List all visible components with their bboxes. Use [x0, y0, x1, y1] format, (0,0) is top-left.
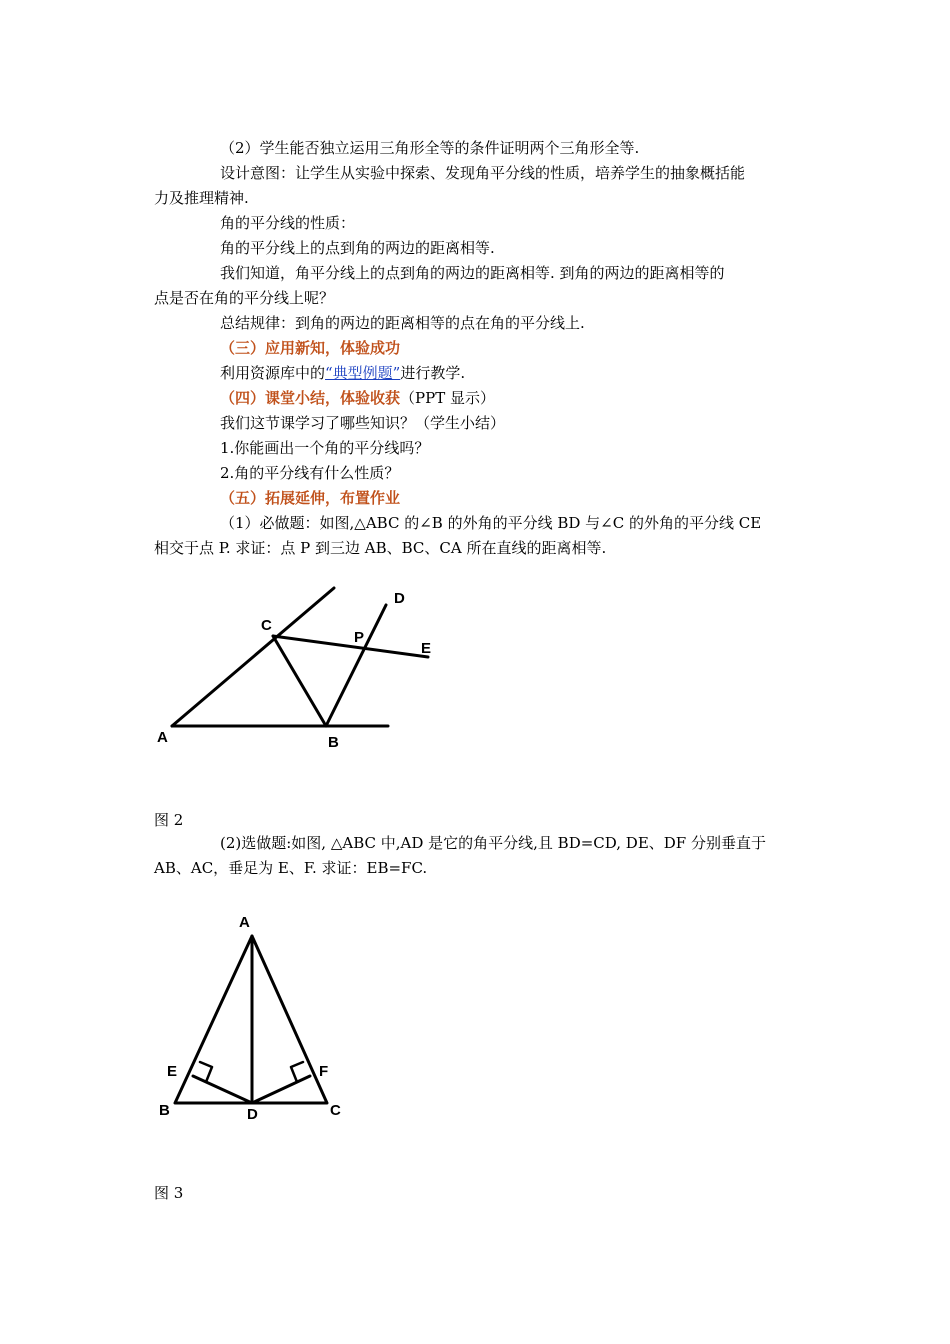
ray-bd — [326, 605, 386, 726]
figure-3-caption: 图 3 — [154, 1184, 184, 1202]
paragraph-q2: 2.角的平分线有什么性质？ — [220, 464, 400, 482]
line-ac-extended — [172, 588, 334, 726]
label-a: A — [157, 729, 168, 746]
segment-de — [193, 1076, 252, 1103]
label-b: B — [159, 1102, 170, 1119]
paragraph-design-intent-cont: 力及推理精神. — [154, 189, 249, 207]
section-heading-4: （四）课堂小结，体验收获 — [220, 389, 401, 407]
paragraph-objective-2: （2）学生能否独立运用三角形全等的条件证明两个三角形全等. — [220, 139, 640, 157]
label-e: E — [167, 1063, 178, 1080]
figure-2-diagram — [150, 585, 450, 760]
resource-text-post: 进行教学. — [400, 364, 466, 382]
paragraph-optional-problem: (2)选做题:如图, △ABC 中,AD 是它的角平分线,且 BD=CD, DE、DF 分别垂直于 — [220, 834, 766, 852]
section-heading-4-line — [220, 388, 495, 408]
segment-bc — [273, 636, 326, 726]
segment-df — [252, 1076, 310, 1103]
paragraph-question: 我们知道，角平分线上的点到角的两边的距离相等. 到角的两边的距离相等的 — [220, 264, 725, 282]
paragraph-design-intent: 设计意图：让学生从实验中探索、发现角平分线的性质，培养学生的抽象概括能 — [220, 164, 746, 182]
label-p: P — [354, 629, 365, 646]
label-a: A — [239, 914, 250, 931]
paragraph-property: 角的平分线上的点到角的两边的距离相等. — [220, 239, 495, 257]
paragraph-property-title: 角的平分线的性质： — [220, 214, 356, 232]
label-d: D — [394, 590, 405, 607]
ppt-note: （PPT 显示） — [400, 389, 495, 407]
paragraph-what-learned: 我们这节课学习了哪些知识？（学生小结） — [220, 414, 506, 432]
label-c: C — [261, 617, 272, 634]
label-e: E — [421, 640, 432, 657]
figure-3-diagram — [150, 905, 350, 1125]
paragraph-question-cont: 点是否在角的平分线上呢？ — [154, 289, 335, 307]
paragraph-optional-problem-cont: AB、AC，垂足为 E、F. 求证：EB=FC. — [154, 859, 428, 877]
ray-ce — [273, 636, 428, 657]
paragraph-resource — [220, 363, 465, 383]
label-d: D — [247, 1106, 258, 1123]
section-heading-5: （五）拓展延伸，布置作业 — [220, 489, 401, 507]
label-c: C — [330, 1102, 341, 1119]
section-heading-3: （三）应用新知，体验成功 — [220, 339, 401, 357]
paragraph-required-problem: （1）必做题：如图,△ABC 的∠B 的外角的平分线 BD 与∠C 的外角的平分线 CE — [220, 514, 762, 532]
typical-examples-link[interactable]: “典型例题” — [325, 364, 401, 382]
label-b: B — [328, 734, 339, 751]
label-f: F — [319, 1063, 329, 1080]
paragraph-q1: 1.你能画出一个角的平分线吗？ — [220, 439, 430, 457]
resource-text-pre: 利用资源库中的 — [220, 364, 326, 382]
figure-2-caption: 图 2 — [154, 811, 184, 829]
paragraph-required-problem-cont: 相交于点 P. 求证：点 P 到三边 AB、BC、CA 所在直线的距离相等. — [154, 539, 607, 557]
paragraph-summary-rule: 总结规律：到角的两边的距离相等的点在角的平分线上. — [220, 314, 585, 332]
